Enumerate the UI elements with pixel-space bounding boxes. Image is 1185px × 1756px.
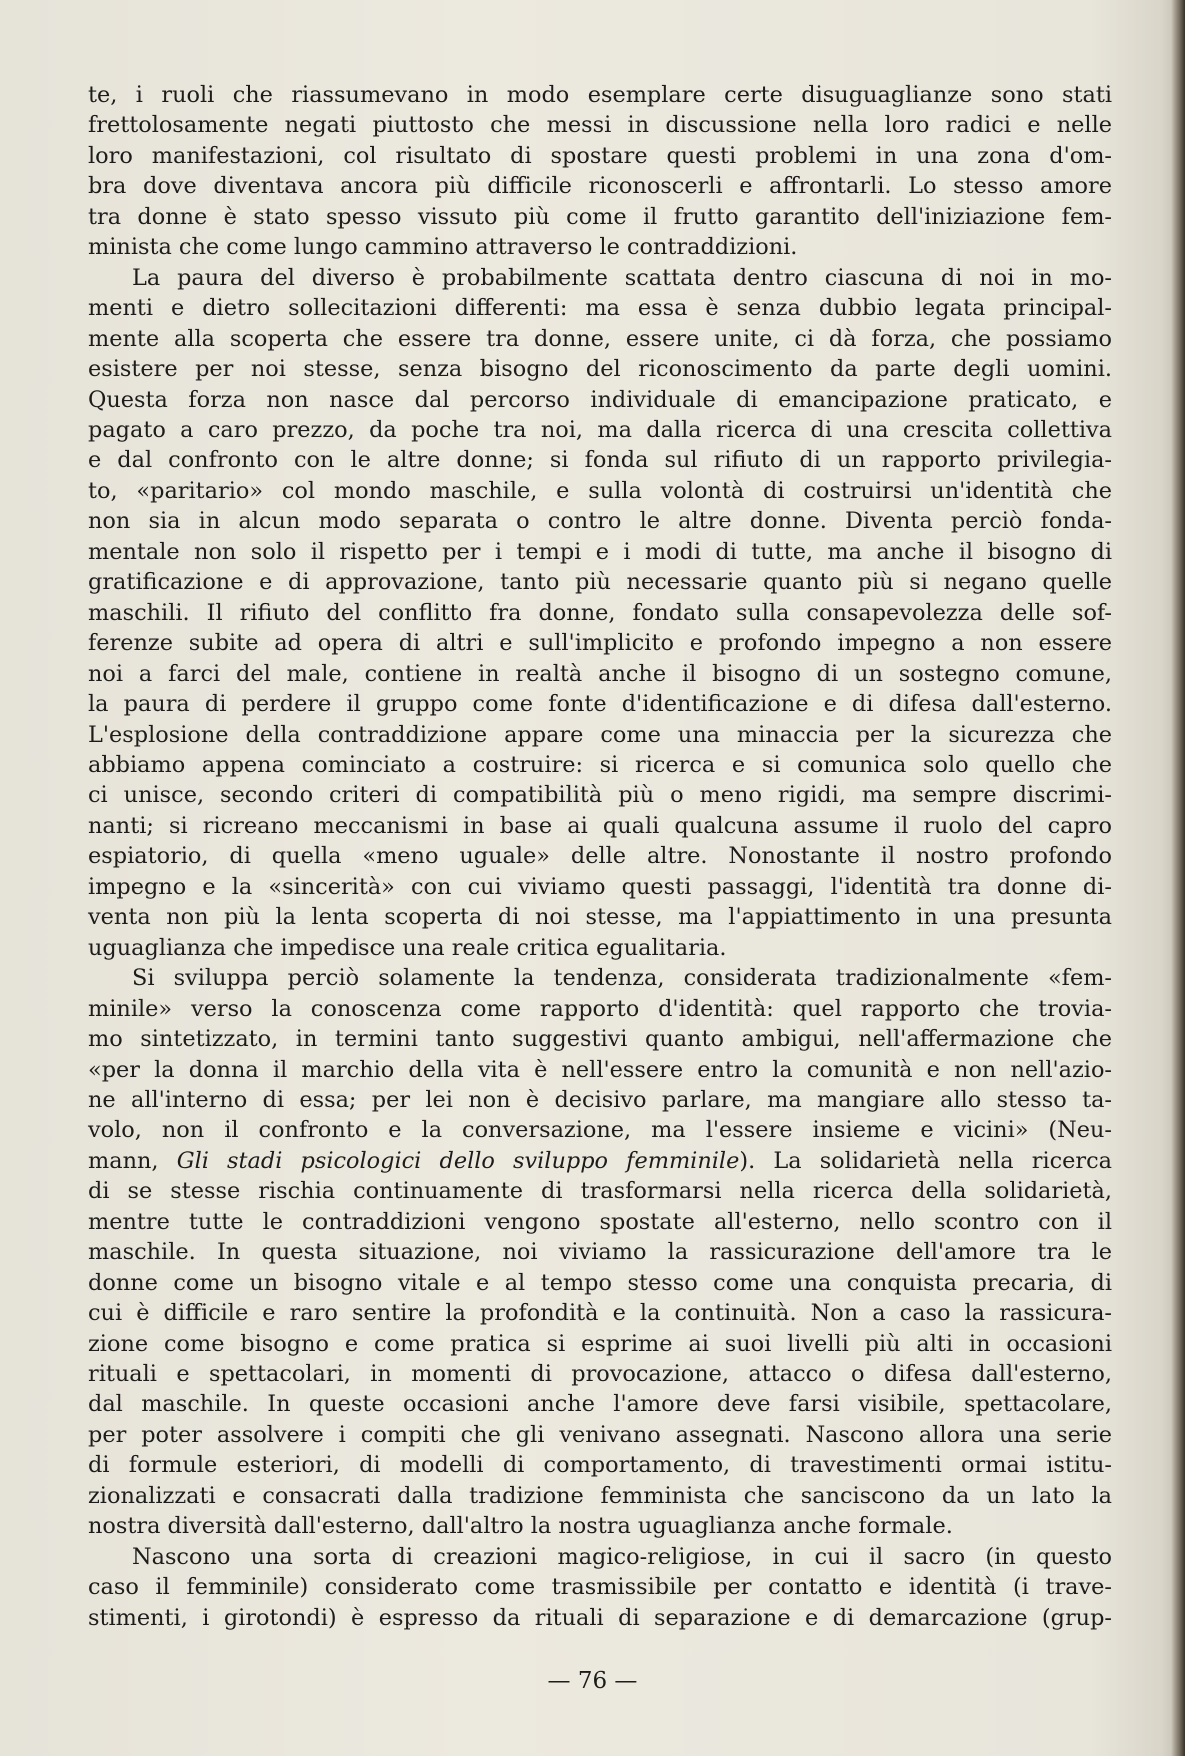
text-line: «per la donna il marchio della vita è nell'essere entro la comunità e non nell'azio-: [88, 1056, 1112, 1083]
text-line: nanti; si ricreano meccanismi in base ai quali qualcuna assume il ruolo del capro: [88, 812, 1112, 839]
text-line: minista che come lungo cammino attraverso le contraddizioni.: [88, 234, 798, 261]
page-edge-shadow: [1171, 0, 1185, 1756]
text-line: mentale non solo il rispetto per i tempi e i modi di tutte, ma anche il bisogno di: [88, 538, 1112, 565]
body-text: [88, 80, 1112, 1633]
text-line: tra donne è stato spesso vissuto più come il frutto garantito dell'iniziazione fem-: [88, 203, 1112, 230]
text-line: venta non più la lenta scoperta di noi stesse, ma l'appiattimento in una presunta: [88, 904, 1112, 931]
text-line: espiatorio, di quella «meno uguale» delle altre. Nonostante il nostro profondo: [88, 843, 1112, 870]
text-line: frettolosamente negati piuttosto che messi in discussione nella loro radici e nelle: [88, 112, 1112, 139]
text-line: donne come un bisogno vitale e al tempo stesso come una conquista precaria, di: [88, 1269, 1112, 1296]
text-line: Si sviluppa perciò solamente la tendenza, considerata tradizionalmente «fem-: [132, 965, 1112, 992]
text-line: ci unisce, secondo criteri di compatibilità più o meno rigidi, ma sempre discrimi-: [88, 782, 1112, 809]
text-line: loro manifestazioni, col risultato di spostare questi problemi in una zona d'om-: [88, 142, 1112, 169]
text-line: maschile. In questa situazione, noi viviamo la rassicurazione dell'amore tra le: [88, 1239, 1112, 1266]
text-line: to, «paritario» col mondo maschile, e sulla volontà di costruirsi un'identità che: [88, 477, 1112, 504]
text-line: zionalizzati e consacrati dalla tradizione femminista che sanciscono da un lato la: [88, 1482, 1112, 1509]
text-line: nostra diversità dall'esterno, dall'altro la nostra uguaglianza anche formale.: [88, 1513, 953, 1540]
text-line: di se stesse rischia continuamente di trasformarsi nella ricerca della solidarietà,: [88, 1178, 1112, 1205]
text-line: noi a farci del male, contiene in realtà anche il bisogno di un sostegno comune,: [88, 660, 1112, 687]
text-line: e dal confronto con le altre donne; si fonda sul rifiuto di un rapporto privilegia-: [88, 447, 1112, 474]
text-line: mente alla scoperta che essere tra donne, essere unite, ci dà forza, che possiamo: [88, 325, 1112, 352]
page-number: — 76 —: [547, 1668, 638, 1694]
book-title: Gli stadi psicologici dello sviluppo femminile: [176, 1147, 740, 1174]
text-line: bra dove diventava ancora più difficile riconoscerli e affrontarli. Lo stesso amore: [88, 173, 1112, 200]
text-line: zione come bisogno e come pratica si esprime ai suoi livelli più alti in occasioni: [88, 1330, 1112, 1357]
text-line: menti e dietro sollecitazioni differenti: ma essa è senza dubbio legata principal-: [88, 295, 1112, 322]
text-line: caso il femminile) considerato come trasmissibile per contatto e identità (i trave-: [88, 1574, 1112, 1601]
text-line: gratificazione e di approvazione, tanto più necessarie quanto più si negano quelle: [88, 569, 1112, 596]
text-line: ferenze subite ad opera di altri e sull'implicito e profondo impegno a non essere: [88, 630, 1112, 657]
text-line: L'esplosione della contraddizione appare come una minaccia per la sicurezza che: [88, 721, 1112, 748]
text-line: ne all'interno di essa; per lei non è decisivo parlare, ma mangiare allo stesso ta-: [88, 1086, 1112, 1113]
text-line: cui è difficile e raro sentire la profondità e la continuità. Non a caso la rassicura-: [88, 1300, 1112, 1327]
text-line: non sia in alcun modo separata o contro le altre donne. Diventa perciò fonda-: [88, 508, 1112, 535]
text-line: rituali e spettacolari, in momenti di provocazione, attacco o difesa dall'esterno,: [88, 1361, 1112, 1388]
text-line: Questa forza non nasce dal percorso individuale di emancipazione praticato, e: [88, 386, 1112, 413]
text-line: mentre tutte le contraddizioni vengono spostate all'esterno, nello scontro con il: [88, 1208, 1112, 1235]
text-line: stimenti, i girotondi) è espresso da rituali di separazione e di demarcazione (grup-: [88, 1604, 1112, 1631]
text-line: maschili. Il rifiuto del conflitto fra donne, fondato sulla consapevolezza delle sof-: [88, 599, 1112, 626]
text-line: uguaglianza che impedisce una reale critica egualitaria.: [88, 934, 727, 961]
text-line: abbiamo appena cominciato a costruire: si ricerca e si comunica solo quello che: [88, 751, 1112, 778]
text-line: dal maschile. In queste occasioni anche l'amore deve farsi visibile, spettacolare,: [88, 1391, 1112, 1418]
text-line: La paura del diverso è probabilmente scattata dentro ciascuna di noi in mo-: [132, 264, 1112, 291]
text-line: per poter assolvere i compiti che gli venivano assegnati. Nascono allora una serie: [88, 1421, 1112, 1448]
text-line: esistere per noi stesse, senza bisogno del riconoscimento da parte degli uomini.: [88, 356, 1112, 383]
text-line: Nascono una sorta di creazioni magico-religiose, in cui il sacro (in questo: [132, 1543, 1112, 1570]
text-line: mo sintetizzato, in termini tanto suggestivi quanto ambigui, nell'affermazione che: [88, 1026, 1112, 1053]
text-line: pagato a caro prezzo, da poche tra noi, ma dalla ricerca di una crescita collettiva: [88, 416, 1112, 443]
citation-suffix: ). La solidarietà nella ricerca: [739, 1147, 1112, 1174]
text-line: volo, non il confronto e la conversazione, ma l'essere insieme e vicini» (Neu-: [88, 1117, 1112, 1144]
text-line: impegno e la «sincerità» con cui viviamo questi passaggi, l'identità tra donne di-: [88, 873, 1112, 900]
text-line-citation: [88, 1146, 1112, 1176]
text-line: la paura di perdere il gruppo come fonte d'identificazione e di difesa dall'esterno.: [88, 691, 1112, 718]
text-line: minile» verso la conoscenza come rapporto d'identità: quel rapporto che trovia-: [88, 995, 1112, 1022]
citation-prefix: mann,: [88, 1147, 177, 1174]
text-line: di formule esteriori, di modelli di comportamento, di travestimenti ormai istitu-: [88, 1452, 1112, 1479]
text-line: te, i ruoli che riassumevano in modo esemplare certe disuguaglianze sono stati: [88, 82, 1112, 108]
